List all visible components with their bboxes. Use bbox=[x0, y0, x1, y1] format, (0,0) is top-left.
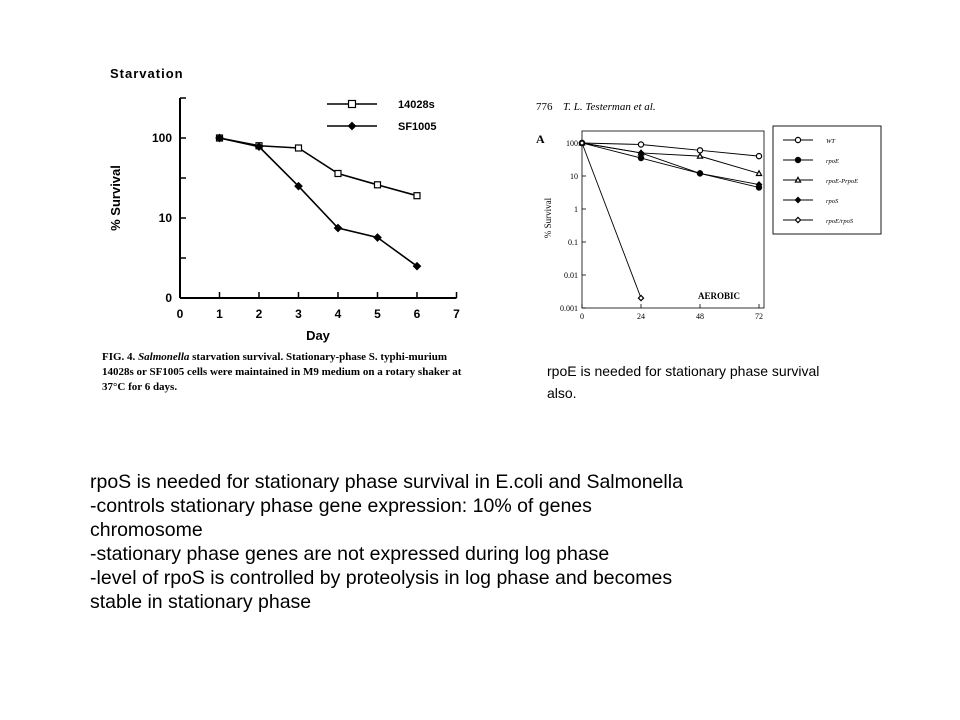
x-tick-label: 0 bbox=[176, 307, 184, 321]
legend bbox=[327, 99, 437, 133]
y-tick-label: 0 bbox=[165, 291, 172, 305]
data-point-rpoE-PrpoE bbox=[697, 154, 702, 159]
data-point-rpoE/rpoS bbox=[638, 295, 643, 300]
data-point-14028s bbox=[335, 170, 341, 176]
data-point-WT bbox=[638, 142, 643, 147]
y-tick-label: 10 bbox=[570, 172, 578, 181]
caption-text: starvation survival. Stationary-phase S. typhi-murium 14028s or SF1005 cells were maintained in M9 medium on a rotary shaker at 37°C for 6 days. bbox=[102, 351, 462, 393]
legend-label-rpoE/rpoS: rpoE/rpoS bbox=[826, 218, 854, 225]
x-tick-label: 72 bbox=[755, 312, 763, 321]
x-tick-label: 6 bbox=[413, 307, 421, 321]
series-group bbox=[216, 135, 421, 270]
data-point-rpoE-PrpoE bbox=[756, 171, 761, 176]
legend-label-rpoE: rpoE bbox=[826, 158, 839, 165]
panel-label: A bbox=[536, 132, 545, 146]
x-axis-label: Day bbox=[306, 328, 330, 343]
legend-label-rpoE-PrpoE: rpoE-PrpoE bbox=[826, 178, 859, 185]
legend-label-14028s: 14028s bbox=[398, 99, 435, 111]
y-tick-label: 100 bbox=[566, 139, 578, 148]
body-line: chromosome bbox=[90, 519, 203, 541]
caption-italic-title: Salmonella bbox=[138, 351, 190, 363]
x-tick-label: 4 bbox=[334, 307, 342, 321]
chart-title: Starvation bbox=[110, 66, 184, 81]
x-tick-label: 24 bbox=[637, 312, 645, 321]
body-line: -stationary phase genes are not expressed during log phase bbox=[90, 543, 610, 565]
x-tick-label: 2 bbox=[255, 307, 263, 321]
page-number: 776 bbox=[536, 101, 553, 113]
legend-marker-rpoE bbox=[795, 157, 800, 162]
legend-marker-SF1005 bbox=[349, 123, 356, 130]
x-tick-label: 7 bbox=[453, 307, 460, 321]
body-text bbox=[90, 470, 850, 614]
y-axis-label: % Survival bbox=[543, 197, 553, 239]
legend-label-SF1005: SF1005 bbox=[398, 121, 437, 133]
rpoe-note: rpoE is needed for stationary phase survival also. bbox=[547, 363, 820, 401]
figure-caption bbox=[102, 350, 472, 395]
body-line: stable in stationary phase bbox=[90, 591, 312, 613]
legend-marker-14028s bbox=[349, 101, 356, 108]
data-point-14028s bbox=[375, 182, 381, 188]
starvation-chart bbox=[95, 60, 475, 400]
plot-frame bbox=[582, 131, 764, 308]
data-point-14028s bbox=[414, 193, 420, 199]
data-point-WT bbox=[756, 154, 761, 159]
y-tick-label: 1 bbox=[574, 205, 578, 214]
y-tick-label: 100 bbox=[151, 131, 172, 145]
series-line-rpoE/rpoS bbox=[582, 143, 641, 298]
data-point-14028s bbox=[296, 145, 302, 151]
legend-label-rpoS: rpoS bbox=[826, 198, 839, 205]
x-tick-label: 1 bbox=[216, 307, 223, 321]
x-tick-label: 5 bbox=[374, 307, 381, 321]
y-tick-label: 10 bbox=[158, 211, 172, 225]
data-point-WT bbox=[697, 148, 702, 153]
body-line: -controls stationary phase gene expression: 10% of genes bbox=[90, 495, 592, 517]
series-line-SF1005 bbox=[220, 138, 418, 266]
series-group bbox=[579, 140, 761, 300]
y-tick-label: 0.1 bbox=[568, 238, 578, 247]
legend bbox=[773, 126, 881, 234]
y-tick-label: 0.001 bbox=[560, 304, 578, 313]
caption-label: FIG. 4. bbox=[102, 351, 136, 363]
x-tick-label: 0 bbox=[580, 312, 584, 321]
series-line-14028s bbox=[220, 138, 418, 196]
y-tick-label: 0.01 bbox=[564, 271, 578, 280]
y-axis-label: % Survival bbox=[108, 165, 123, 231]
rpoe-survival-chart bbox=[533, 98, 888, 328]
x-tick-label: 3 bbox=[295, 307, 302, 321]
legend-label-WT: WT bbox=[826, 138, 836, 145]
series-line-rpoS bbox=[582, 143, 759, 185]
legend-marker-WT bbox=[795, 137, 800, 142]
x-tick-label: 48 bbox=[696, 312, 704, 321]
chart-annotation: AEROBIC bbox=[698, 291, 741, 301]
body-line: rpoS is needed for stationary phase survival in E.coli and Salmonella bbox=[90, 471, 683, 493]
body-line: -level of rpoS is controlled by proteolysis in log phase and becomes bbox=[90, 567, 673, 589]
author-header: T. L. Testerman et al. bbox=[563, 101, 656, 113]
